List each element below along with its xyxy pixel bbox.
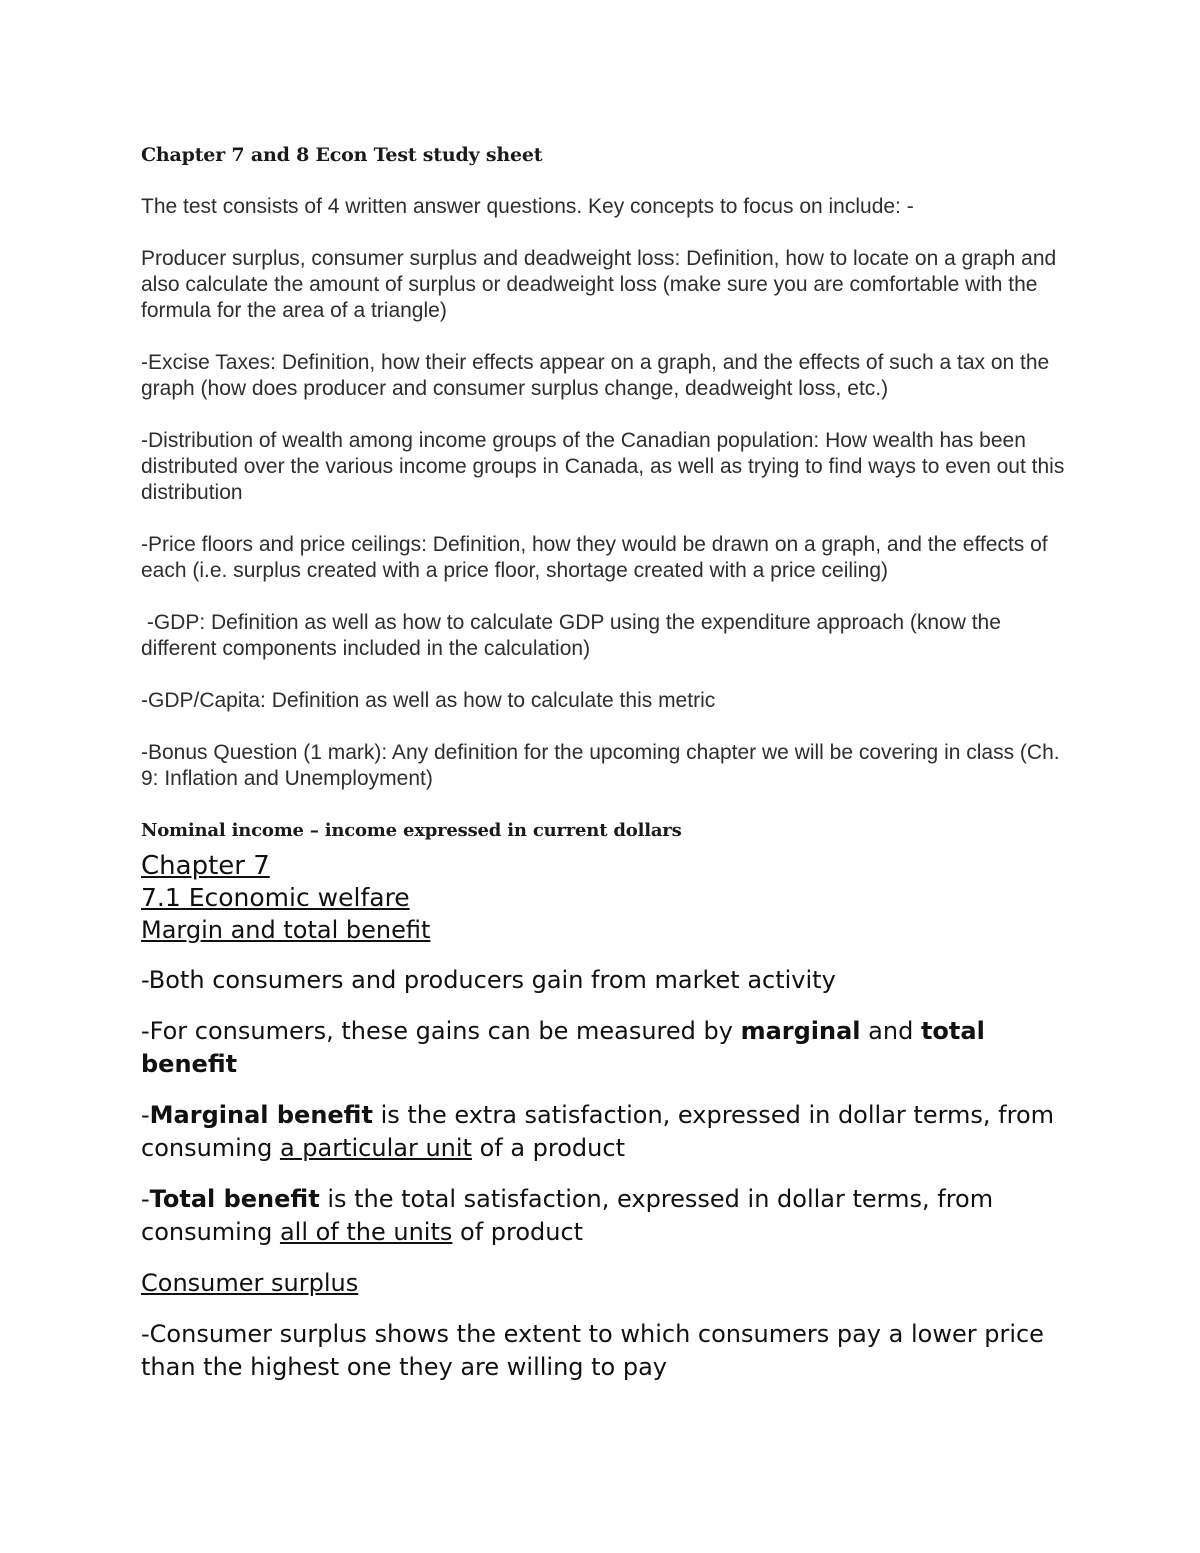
subsection-heading: Margin and total benefit [141, 916, 431, 944]
concept-excise-taxes: -Excise Taxes: Definition, how their effects appear on a graph, and the effects of such a tax on the graph (how does producer and consumer surplus change, deadweight loss, etc.) [141, 351, 1050, 400]
concept-gdp: -GDP: Definition as well as how to calculate GDP using the expenditure approach (know the different components included in the calculation) [141, 611, 1007, 660]
note-text: - [141, 1101, 150, 1129]
note-text: is the extra satisfaction, expressed in dollar terms, from consuming [141, 1101, 1055, 1162]
concept-distribution-of-wealth: -Distribution of wealth among income groups of the Canadian population: How wealth has been distributed over the various income groups in Canada, as well as trying to find ways to even out this distribution [141, 429, 1065, 504]
note-bold-term: Marginal benefit [149, 1101, 373, 1129]
note-total-benefit [141, 1183, 1071, 1249]
document-title: Chapter 7 and 8 Econ Test study sheet [141, 144, 543, 166]
nominal-income-definition: Nominal income – income expressed in current dollars [141, 820, 682, 841]
document-body [141, 140, 1071, 1402]
note-text: and [860, 1017, 921, 1045]
chapter-heading: Chapter 7 [141, 851, 270, 881]
note-text: is the total satisfaction, expressed in dollar terms, from consuming [141, 1185, 994, 1246]
note-for-consumers [141, 1015, 1071, 1081]
note-underlined-term: a particular unit [279, 1134, 472, 1162]
concept-gdp-per-capita: -GDP/Capita: Definition as well as how to calculate this metric [141, 689, 716, 712]
consumer-surplus-heading: Consumer surplus [141, 1269, 359, 1297]
section-heading: 7.1 Economic welfare [141, 883, 410, 912]
note-marginal-benefit [141, 1099, 1071, 1165]
note-text: of a product [471, 1134, 625, 1162]
note-text: of product [452, 1218, 584, 1246]
note-bold-term: Total benefit [149, 1185, 320, 1213]
note-text: - [141, 1185, 150, 1213]
note-consumer-surplus: -Consumer surplus shows the extent to which consumers pay a lower price than the highest one they are willing to pay [141, 1320, 1044, 1381]
note-both-gain: -Both consumers and producers gain from market activity [141, 966, 836, 994]
note-text: -For consumers, these gains can be measured by [141, 1017, 741, 1045]
concept-bonus-question: -Bonus Question (1 mark): Any definition for the upcoming chapter we will be covering in class (Ch. 9: Inflation and Unemployment) [141, 741, 1060, 790]
note-underlined-term: all of the units [279, 1218, 453, 1246]
intro-paragraph: The test consists of 4 written answer questions. Key concepts to focus on include: - [141, 195, 914, 218]
concept-price-floors-ceilings: -Price floors and price ceilings: Definition, how they would be drawn on a graph, and the effects of each (i.e. surplus created with a price floor, shortage created with a price ceiling) [141, 533, 1048, 582]
concept-producer-surplus: Producer surplus, consumer surplus and deadweight loss: Definition, how to locate on a graph and also calculate the amount of surplus or deadweight loss (make sure you are comfortable with the formula for the area of a triangle) [141, 247, 1057, 322]
note-bold-term: marginal [740, 1017, 861, 1045]
note-bold-term: total benefit [141, 1017, 985, 1078]
